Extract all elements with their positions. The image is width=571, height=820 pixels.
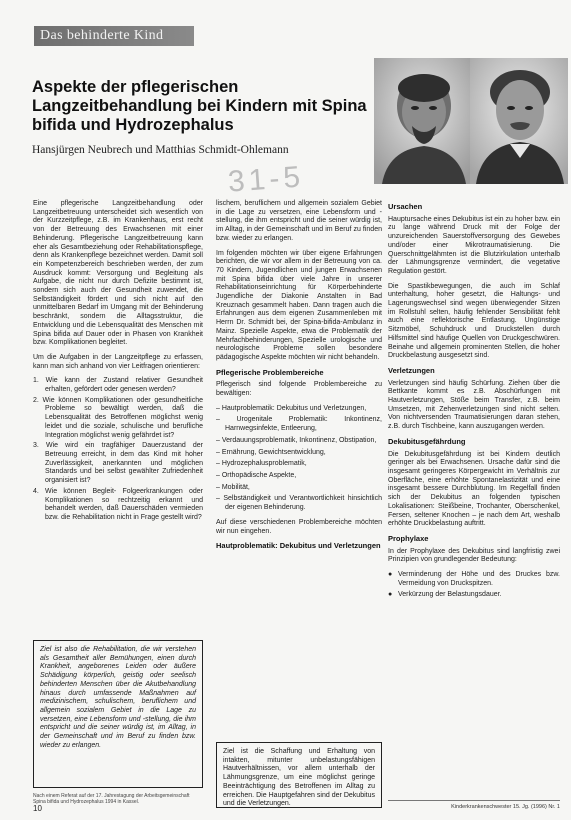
journal-citation: Kinderkrankenschwester 15. Jg. (1996) Nr. 1 [451, 804, 560, 810]
heading-problem-areas: Pflegerische Problembereiche [216, 367, 324, 377]
footer-rule [388, 800, 560, 801]
problem-item: – Orthopädische Aspekte, [216, 471, 297, 479]
problem-item: – Mobilität, [216, 483, 250, 491]
question-item: 1. Wie kann der Zustand relativer Gesundheit erhalten, gefördert oder genesen werden? [33, 377, 203, 394]
skin-goal-box: Ziel ist die Schaffung und Erhaltung von intakten, mitunter unbelastungsfähigen Hautverhältnissen, vor allem unterhalb der Lähmungsgrenze, um eine möglichst geringe Beeinträchtigung des Betroffenen im Alltag zu erreichen. Die Hauptgefahren sind der Dekubitus und die Verletzungen. [216, 742, 382, 808]
page-number: 10 [33, 804, 42, 813]
heading-skin-problems: Hautproblematik: Dekubitus und Verletzungen [216, 541, 381, 551]
causes-paragraph: Hauptursache eines Dekubitus ist ein zu hoher bzw. ein zu lange während Druck mit der Folge der unzureichenden Sauerstoffversorgung des Gewebes und/oder einer Mikrotraumatisierung. Die Querschnittgelähmten ist die Blutzirkulation unterhalb der Lähmungsgrenze vermindert, die vegetative Regulation gestört. [388, 215, 560, 275]
rehabilitation-definition-box: Ziel ist also die Rehabilitation, die wir verstehen als Gesamtheit aller Bemühungen, einen durch Krankheit, angeborenes Leiden oder äußere Schädigung körperlich, geistig oder seelisch behinderten Menschen über die Akutbehandlung hinaus durch umfassende Maßnahmen auf medizinischem, schulischem, beruflichem und allgemein sozialem Gebiet in die Lage zu versetzen, eine Lebensform und -stellung, die ihm entspricht und die seiner würdig ist, im Alltag, in der Gemeinschaft und im Beruf zu finden bzw. wieder zu erlangen. [33, 640, 203, 788]
author-photo-left [374, 58, 472, 184]
section-rubric [34, 26, 194, 46]
column-3 [388, 200, 560, 603]
problems-list [216, 405, 382, 513]
questions-list [33, 377, 203, 522]
injuries-paragraph: Verletzungen sind häufig Schürfung. Ziehen über die Bettkante kommt es z.B. Abschürfungen mit Hautverletzungen, Stöße beim Transfer, z.B. beim Umsetzen, mit Zehenverletzungen sind nicht selten. Von nichtversenden Traumatisierungen daran stehen, z.B. durch Tischbeine, kann auszugangen werden. [388, 379, 560, 431]
problem-item: – Selbständigkeit und Verantwortlichkeit hinsichtlich der eigenen Behinderung. [216, 495, 382, 512]
prophylaxis-intro: In der Prophylaxe des Dekubitus sind langfristig zwei Prinzipien von grundlegender Bedeutung: [388, 547, 560, 564]
risk-paragraph: Die Dekubitusgefährdung ist bei Kindern deutlich geringer als bei Erwachsenen. Ursache dafür sind die insgesamt geringeres Körpergewicht im Verhältnis zur Oberfläche, eine erhöhte Spontanelastizität und eine insgesamt bessere Durchblutung. Im Regelfall finden sich der Dekubitus an folgenden typischen Lokalisationen: Steißbeine, Trochanter, Oberschenkel, Fersen, seltener Knochen – je nach dem Art, weshalb erhöhte Druckbelastung auftritt. [388, 450, 560, 528]
article-authors: Hansjürgen Neubrech und Matthias Schmidt-Ohlemann [32, 144, 289, 156]
problem-item: – Urogenitale Problematik: Inkontinenz, Harnwegsinfekte, Entleerung, [216, 416, 382, 433]
problem-item: – Verdauungsproblematik, Inkontinenz, Obstipation, [216, 436, 377, 444]
prophylaxis-item: ● Verminderung der Höhe und des Druckes bzw. Vermeidung von Druckspitzen. [388, 571, 560, 588]
question-item: 2. Wie können Komplikationen oder gesundheitliche Probleme so bewältigt werden, daß die Lebensqualität des Betroffenen möglichst wenig leidet und die soziale, schulische und berufliche Integration möglichst wenig gefährdet ist? [33, 396, 203, 439]
heading-causes: Ursachen [388, 202, 423, 211]
intro-paragraph: Eine pflegerische Langzeitbehandlung oder Langzeitbetreuung unterscheidet sich wesentlich von der Kurzzeitpflege, z.B. im Krankenhaus, erst recht von der Betreuung des Erwachsenen mit einer Behinderung. Pflegerische Langzeitbetreuung kann eher als Gesamtbeziehung oder Rehabilitationspflege, denn als Krankenpflege bezeichnet werden. Damit soll ein Kompetenzbereich beschrieben werden, der zum Ausdruck kommt: Versorgung und Begleitung als Aufgabe, die nicht nur durch Defizite bestimmt ist, sondern sich auch der Gesundheit zuwendet, die Selbständigkeit fördert und sich nicht auf den unmittelbaren Bedarf im Umgang mit der Behinderung beschränkt, sondern die Alltagsstruktur, die Entwicklung und die Lebensqualität des Menschen mit Spina bifida auf Dauer oder in Phasen von Krankheit bzw. Komplikationen begleitet. [33, 200, 203, 347]
prophylaxis-item: ● Verkürzung der Belastungsdauer. [388, 591, 560, 600]
prophylaxis-list [388, 571, 560, 600]
heading-decubitus-risk: Dekubitusgefährdung [388, 436, 466, 446]
questions-intro: Um die Aufgaben in der Langzeitpflege zu erfassen, kann man sich anhand von vier Leitfragen orientieren: [33, 353, 203, 370]
spasm-paragraph: Die Spastikbewegungen, die auch im Schlaf unterhaltung, hoher gesetzt, die Haltungs- und Lagerungswechsel sind wegen überwiegender Sitzen im Rollstuhl selten, häufig fehlender Sensibilität fehlt auch eine reflektorische Entlastung. Ungünstige Sitzmöbel, Schuhdruck und Druckstellen durch Hilfsmittel sind häufige Quellen von Druckgeschwüren. Beinahe und allgemein prominenten Stellen, die hoher Druckbelastung ausgesetzt sind. [388, 282, 560, 360]
rubric-label: Das behinderte Kind [40, 28, 164, 43]
article-title: Aspekte der pflegerischen Langzeitbehandlung bei Kindern mit Spina bifida und Hydrozephalus [32, 78, 367, 134]
problem-item: – Ernährung, Gewichtsentwicklung, [216, 448, 326, 456]
column-2 [216, 200, 382, 555]
problems-outro: Auf diese verschiedenen Problembereiche möchten wir nun eingehen. [216, 518, 382, 535]
problem-item: – Hautproblematik: Dekubitus und Verletzungen, [216, 404, 367, 412]
question-item: 3. Wie wird ein tragfähiger Dauerzustand der Betreuung erreicht, in dem das Kind mit hoher Zuverlässigkeit, anerkannten und möglichen Standards und bei selbst gewählter Zufriedenheit organisiert ist? [33, 442, 203, 485]
author-photo-right [470, 58, 568, 184]
problem-item: – Hydrozephalusproblematik, [216, 460, 307, 468]
question-item: 4. Wie können Begleit- Folgeerkrankungen oder Komplikationen so rechtzeitig erkannt und behandelt werden, daß Dauerschäden vermieden bzw. die Rehabilitation nicht in Frage gestellt wird? [33, 487, 203, 521]
handwritten-annotation: 31-5 [226, 160, 306, 199]
context-paragraph: Im folgenden möchten wir über eigene Erfahrungen berichten, die wir vor allem in der Betreuung von ca. 70 Kindern, Jugendlichen und jungen Erwachsenen mit Spina bifida über viele Jahre in unserer Rehabilitationseinrichtung für Körperbehinderte Jugendliche der Diakonie Anstalten in Bad Kreuznach gesammelt haben. Dann tragen auch die Erfahrungen aus dem eigenen Zusammenleben mit Herrn Dr. Schmidt bei, der Spina-bifida-Ambulanz in Mainz. Spezielle Aspekte, etwa die Problematik der Mehrfachbehinderungen, Spezielle urologische und neurologische Probleme sollen besondere pädagogische Aspekte möchten wir nicht behandeln. [216, 249, 382, 361]
problems-intro: Pflegerisch sind folgende Problembereiche zu bewältigen: [216, 381, 382, 398]
footnote: Nach einem Referat auf der 17. Jahrestagung der Arbeitsgemeinschaft Spina bifida und Hydrozephalus 1994 in Kassel. [33, 793, 190, 805]
heading-injuries: Verletzungen [388, 365, 435, 375]
column-1 [33, 200, 203, 525]
heading-prophylaxis: Prophylaxe [388, 533, 429, 543]
continuation-paragraph: lischem, beruflichem und allgemein sozialem Gebiet in die Lage zu versetzen, eine Lebensform und -stellung, die ihm entspricht und die seiner würdig ist, im Alltag, in der Gemeinschaft und im Beruf zu finden bzw. wieder zu erlangen. [216, 200, 382, 242]
